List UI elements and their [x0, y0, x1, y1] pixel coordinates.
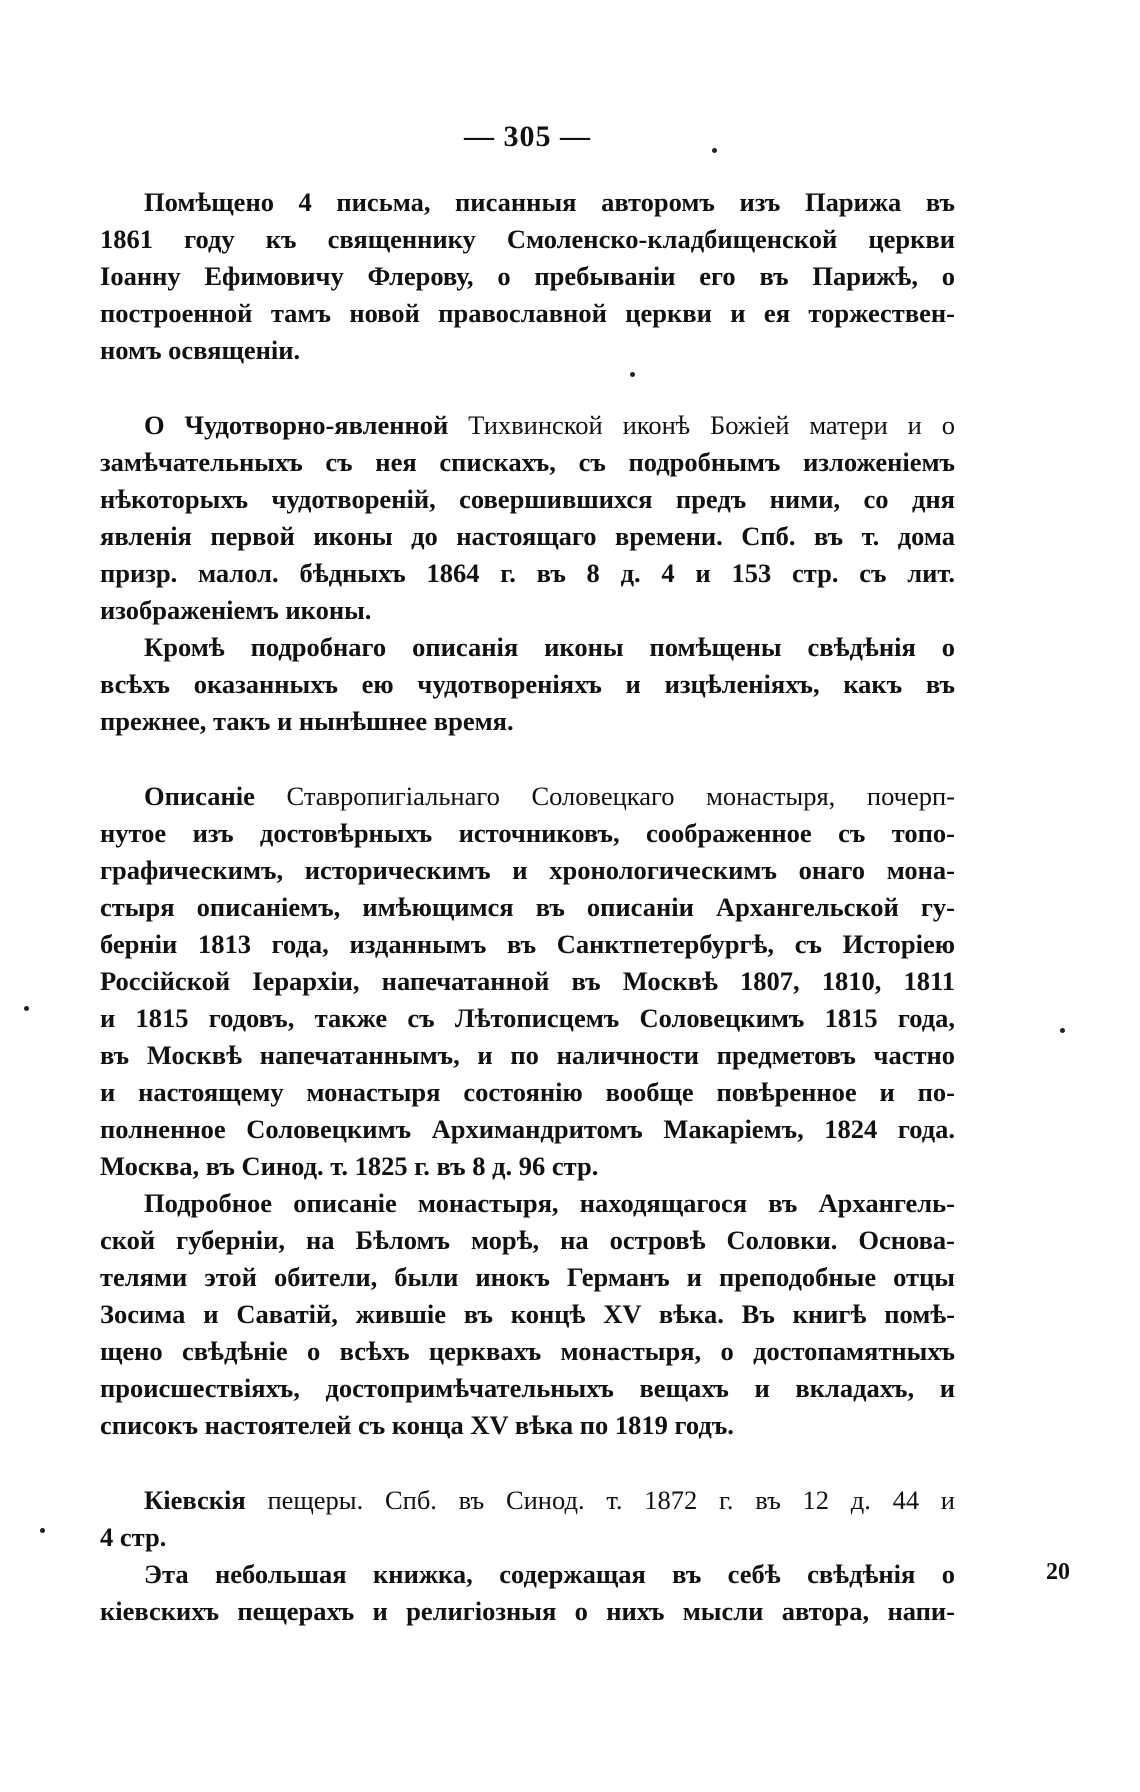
entry-title-rest: Тихвинской иконѣ Божіей матери и о [448, 410, 955, 440]
entry-gap [100, 740, 955, 778]
text-line: полненное Соловецкимъ Архимандритомъ Макаріемъ, 1824 года. [100, 1114, 955, 1144]
text-line: и настоящему монастыря состоянію вообще повѣренное и по- [100, 1077, 955, 1107]
text-line: графическимъ, историческимъ и хронологическимъ онаго мона- [100, 855, 955, 885]
annotation-line: Подробное описаніе монастыря, находящагося въ Архангель- [144, 1188, 955, 1218]
annotation-line: кіевскихъ пещерахъ и религіозныя о нихъ мысли автора, напи- [100, 1596, 955, 1626]
entry-solovetsky-monastery [100, 778, 955, 1444]
entry-title-rest: Ставропигіальнаго Соловецкаго монастыря, почерп- [254, 781, 955, 811]
text-line: Помѣщено 4 письма, писанныя авторомъ изъ Парижа въ [144, 187, 955, 217]
scan-speck [630, 372, 635, 377]
text-line: стыря описаніемъ, имѣющимся въ описаніи Архангельской гу- [100, 892, 955, 922]
annotation-line: происшествіяхъ, достопримѣчательныхъ вещахъ и вкладахъ, и [100, 1373, 955, 1403]
document-page [100, 120, 955, 1760]
entry-heading-line [100, 778, 955, 815]
scan-speck [1060, 1028, 1065, 1033]
text-line: и 1815 годовъ, также съ Лѣтописцемъ Соловецкимъ 1815 года, [100, 1003, 955, 1033]
text-line: берніи 1813 года, изданнымъ въ Санктпетербургѣ, съ Исторіею [100, 929, 955, 959]
text-line: призр. малол. бѣдныхъ 1864 г. въ 8 д. 4 и 153 стр. съ лит. [100, 558, 955, 588]
text-line: Іоанну Ефимовичу Флерову, о пребываніи его въ Парижѣ, о [100, 261, 955, 291]
text-line: нѣкоторыхъ чудотвореній, совершившихся предъ ними, со дня [100, 484, 955, 514]
entry-heading-line [100, 407, 955, 444]
entry-title: О Чудотворно-явленной [144, 410, 449, 440]
annotation-line: прежнее, такъ и нынѣшнее время. [100, 706, 514, 736]
text-line: явленія первой иконы до настоящаго времени. Спб. въ т. дома [100, 521, 955, 551]
annotation-line: телями этой обители, были инокъ Германъ и преподобные отцы [100, 1262, 955, 1292]
text-line: изображеніемъ иконы. [100, 595, 372, 625]
text-line: въ Москвѣ напечатаннымъ, и по наличности предметовъ частно [100, 1040, 955, 1070]
text-line: Россійской Іерархіи, напечатанной въ Москвѣ 1807, 1810, 1811 [100, 966, 955, 996]
entry-tikhvin-icon [100, 407, 955, 740]
entry-gap [100, 1444, 955, 1482]
entry-gap [100, 369, 955, 407]
text-line: нутое изъ достовѣрныхъ источниковъ, соображенное съ топо- [100, 818, 955, 848]
entry-title: Описаніе [144, 781, 255, 811]
text-line: 1861 году къ священнику Смоленско-кладбищенской церкви [100, 224, 955, 254]
annotation-line: Зосима и Саватій, жившіе въ концѣ XV вѣка. Въ книгѣ помѣ- [100, 1299, 955, 1329]
annotation-line: Эта небольшая книжка, содержащая въ себѣ свѣдѣнія о [144, 1559, 955, 1589]
entry-heading-line [100, 1482, 955, 1519]
annotation-line: щено свѣдѣніе о всѣхъ церквахъ монастыря, о достопамятныхъ [100, 1336, 955, 1366]
entry-letters [100, 184, 955, 369]
text-line: 4 стр. [100, 1522, 167, 1552]
entry-title: Кіевскія [144, 1485, 246, 1515]
scan-speck [712, 148, 717, 153]
annotation-line: ской губерніи, на Бѣломъ морѣ, на островѣ Соловки. Основа- [100, 1225, 955, 1255]
entry-title-rest: пещеры. Спб. въ Синод. т. 1872 г. въ 12 д. 44 и [245, 1485, 955, 1515]
scan-speck [40, 1528, 45, 1533]
annotation-line: списокъ настоятелей съ конца XV вѣка по 1819 годъ. [100, 1410, 734, 1440]
text-line: номъ освященіи. [100, 335, 301, 365]
text-line: Москва, въ Синод. т. 1825 г. въ 8 д. 96 стр. [100, 1151, 599, 1181]
text-line: замѣчательныхъ съ нея спискахъ, съ подробнымъ изложеніемъ [100, 447, 955, 477]
page-number: — 305 — [464, 120, 591, 153]
text-line: построенной тамъ новой православной церкви и ея торжествен- [100, 298, 955, 328]
scan-speck [24, 1006, 29, 1011]
annotation-line: всѣхъ оказанныхъ ею чудотвореніяхъ и изцѣленіяхъ, какъ въ [100, 669, 955, 699]
signature-mark: 20 [1046, 1559, 1070, 1585]
annotation-line: Кромѣ подробнаго описанія иконы помѣщены свѣдѣнія о [144, 632, 955, 662]
entry-kiev-caves [100, 1482, 955, 1630]
